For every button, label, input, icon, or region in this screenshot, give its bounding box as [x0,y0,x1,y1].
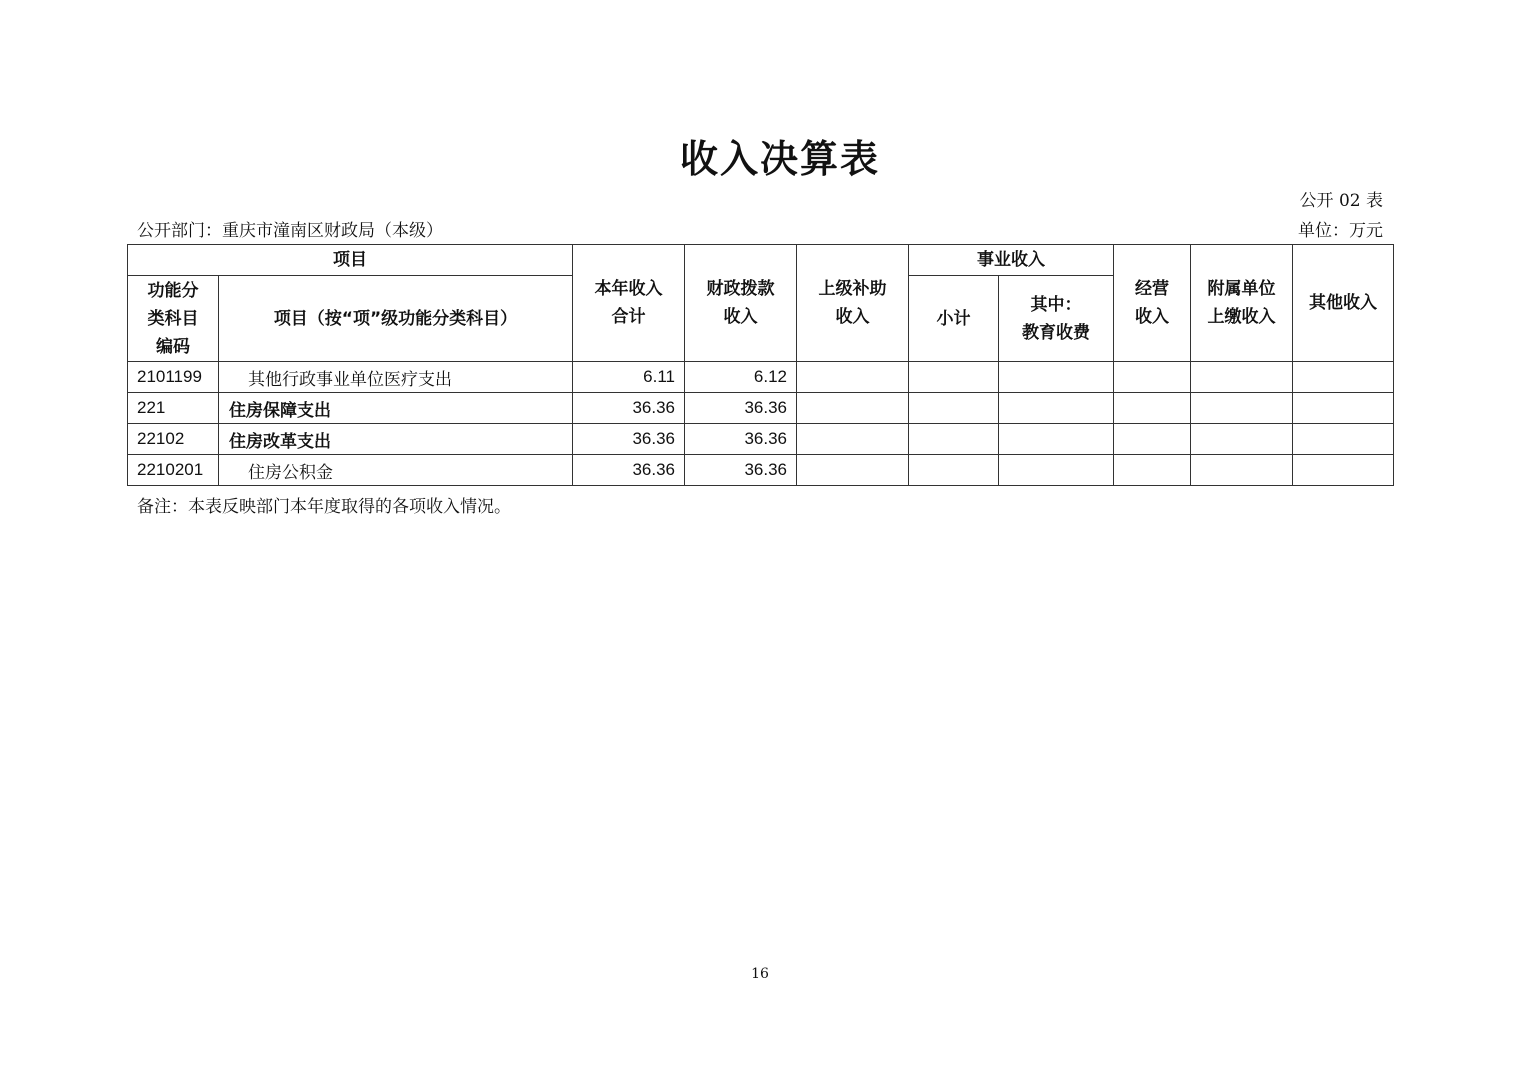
cell-fiscal: 36.36 [685,455,797,486]
cell-education [999,455,1114,486]
cell-operating [1114,362,1191,393]
cell-other [1293,455,1394,486]
cell-code: 2210201 [128,455,219,486]
cell-name: 住房保障支出 [219,393,573,424]
cell-code: 22102 [128,424,219,455]
table-row [128,362,1394,393]
header-affiliated-income-line1: 附属单位 [1207,279,1276,299]
department-label: 公开部门：重庆市潼南区财政局（本级） [137,221,443,241]
header-operating-income-line1: 经营 [1135,279,1169,299]
cell-other [1293,424,1394,455]
cell-other [1293,393,1394,424]
cell-subtotal [909,455,999,486]
cell-education [999,424,1114,455]
cell-total: 36.36 [573,424,685,455]
table-row [128,393,1394,424]
header-subtotal: 小计 [909,276,999,362]
header-total-income-line2: 合计 [611,307,646,327]
cell-fiscal: 6.12 [685,362,797,393]
header-total-income [573,245,685,362]
header-superior-subsidy [797,245,909,362]
cell-subtotal [909,424,999,455]
cell-operating [1114,424,1191,455]
cell-education [999,362,1114,393]
header-row-1 [128,245,1394,276]
income-table [127,244,1394,486]
cell-fiscal: 36.36 [685,393,797,424]
cell-superior [797,455,909,486]
header-fiscal-allocation-line2: 收入 [723,307,758,327]
cell-code: 2101199 [128,362,219,393]
header-fiscal-allocation-line1: 财政拨款 [706,279,775,299]
header-code-line2: 类科目 [147,308,199,329]
cell-name: 住房公积金 [219,455,573,486]
table-row [128,424,1394,455]
cell-total: 36.36 [573,393,685,424]
header-education-fees-line1: 其中： [1030,294,1082,315]
cell-affiliated [1191,362,1293,393]
header-project: 项目 [128,245,573,276]
cell-other [1293,362,1394,393]
cell-subtotal [909,393,999,424]
cell-affiliated [1191,455,1293,486]
cell-name: 其他行政事业单位医疗支出 [219,362,573,393]
cell-name: 住房改革支出 [219,424,573,455]
unit-label: 单位：万元 [1298,221,1383,241]
header-fiscal-allocation [685,245,797,362]
page-title: 收入决算表 [679,136,880,181]
header-item-name: 项目（按“项”级功能分类科目） [219,276,573,362]
table-note: 备注：本表反映部门本年度取得的各项收入情况。 [137,497,511,517]
cell-affiliated [1191,424,1293,455]
cell-operating [1114,455,1191,486]
cell-superior [797,393,909,424]
page-number: 16 [751,966,769,982]
cell-affiliated [1191,393,1293,424]
cell-superior [797,362,909,393]
cell-subtotal [909,362,999,393]
header-affiliated-income [1191,245,1293,362]
cell-total: 6.11 [573,362,685,393]
header-code-line3: 编码 [156,336,190,357]
table-row [128,455,1394,486]
table-code: 公开 02 表 [1299,191,1383,211]
cell-total: 36.36 [573,455,685,486]
header-code-line1: 功能分 [147,280,199,301]
header-other-income: 其他收入 [1293,245,1394,362]
header-education-fees-line2: 教育收费 [1022,322,1090,343]
header-total-income-line1: 本年收入 [594,279,663,299]
cell-operating [1114,393,1191,424]
header-education-fees [999,276,1114,362]
header-operating-income [1114,245,1191,362]
cell-fiscal: 36.36 [685,424,797,455]
header-code [128,276,219,362]
cell-code: 221 [128,393,219,424]
header-operating-income-line2: 收入 [1135,307,1169,327]
header-superior-subsidy-line2: 收入 [835,307,870,327]
header-affiliated-income-line2: 上缴收入 [1207,307,1276,327]
cell-superior [797,424,909,455]
header-business-income: 事业收入 [909,245,1114,276]
cell-education [999,393,1114,424]
header-superior-subsidy-line1: 上级补助 [818,279,887,299]
